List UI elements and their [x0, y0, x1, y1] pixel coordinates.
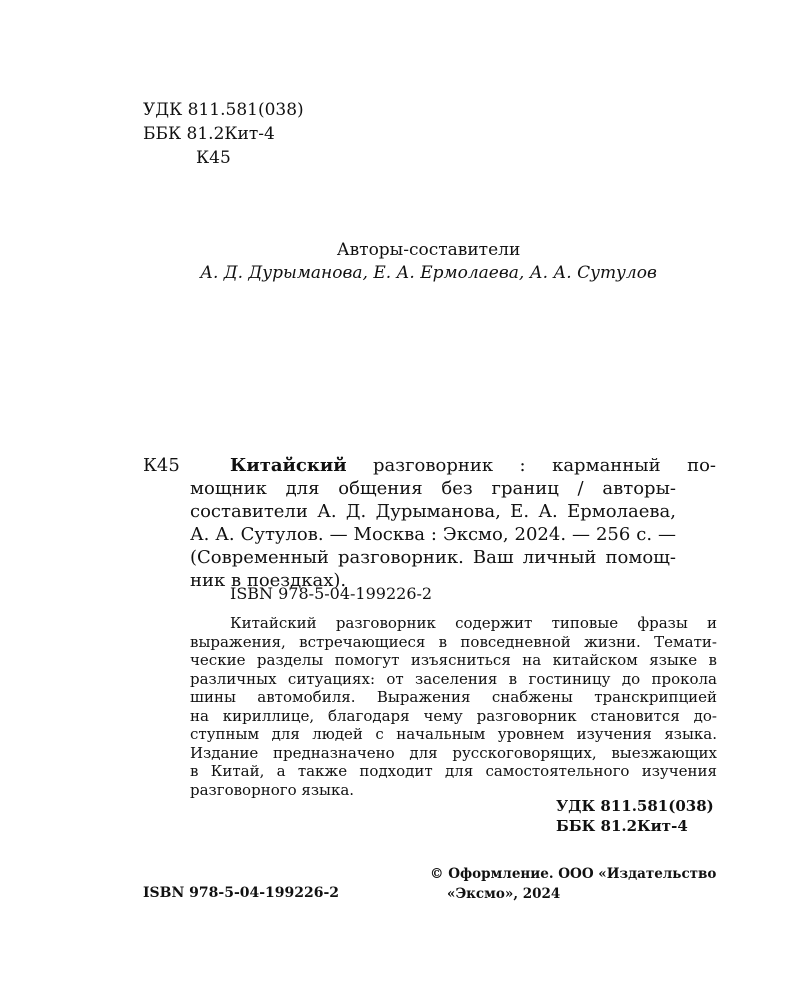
record-title-rest: разговорник : карманный по-: [346, 455, 716, 476]
description-line: различных ситуациях: от заселения в гостиницу до прокола: [190, 669, 717, 688]
description-line: Китайский разговорник содержит типовые фразы и: [230, 614, 717, 632]
description-line: на кириллице, благодаря чему разговорник становится до-: [190, 706, 717, 725]
description: [190, 614, 717, 799]
copyright-line-1: © Оформление. ООО «Издательство: [430, 866, 717, 882]
record-line-last: ник в поездках).: [190, 570, 347, 591]
bbk-code: ББК 81.2Кит-4: [143, 124, 275, 144]
record-line: (Современный разговорник. Ваш личный помощ-: [190, 547, 676, 568]
bottom-bbk-code: ББК 81.2Кит-4: [556, 817, 688, 835]
bottom-udk-code: УДК 811.581(038): [556, 797, 714, 815]
record-sign: К45: [143, 455, 180, 476]
record-title-line: [230, 454, 716, 477]
record-body: [190, 477, 676, 592]
authors-label: Авторы-составители: [336, 240, 521, 260]
footer-isbn: ISBN 978-5-04-199226-2: [143, 885, 340, 901]
record-title-bold: Китайский: [230, 455, 347, 476]
authors-names: А. Д. Дурыманова, Е. А. Ермолаева, А. А. Сутулов: [200, 263, 657, 283]
isbn-line: ISBN 978-5-04-199226-2: [230, 584, 433, 603]
description-line: ступным для людей с начальным уровнем изучения языка.: [190, 725, 717, 743]
description-line: выражения, встречающиеся в повседневной жизни. Темати-: [190, 632, 717, 651]
record-line: составители А. Д. Дурыманова, Е. А. Ермолаева,: [190, 501, 676, 522]
udk-code: УДК 811.581(038): [143, 100, 304, 120]
description-line: ческие разделы помогут изъясниться на китайском языке в: [190, 651, 717, 669]
author-sign: К45: [196, 148, 231, 168]
record-line: мощник для общения без границ / авторы-: [190, 478, 676, 499]
description-line-last: разговорного языка.: [190, 780, 355, 799]
record-line: А. А. Сутулов. — Москва : Эксмо, 2024. — 256 с. —: [190, 524, 676, 545]
copyright-line-2: «Эксмо», 2024: [447, 886, 561, 902]
description-line: в Китай, а также подходит для самостоятельного изучения: [190, 762, 717, 780]
description-line: Издание предназначено для русскоговорящих, выезжающих: [190, 743, 717, 762]
description-line: шины автомобиля. Выражения снабжены транскрипцией: [190, 688, 717, 706]
